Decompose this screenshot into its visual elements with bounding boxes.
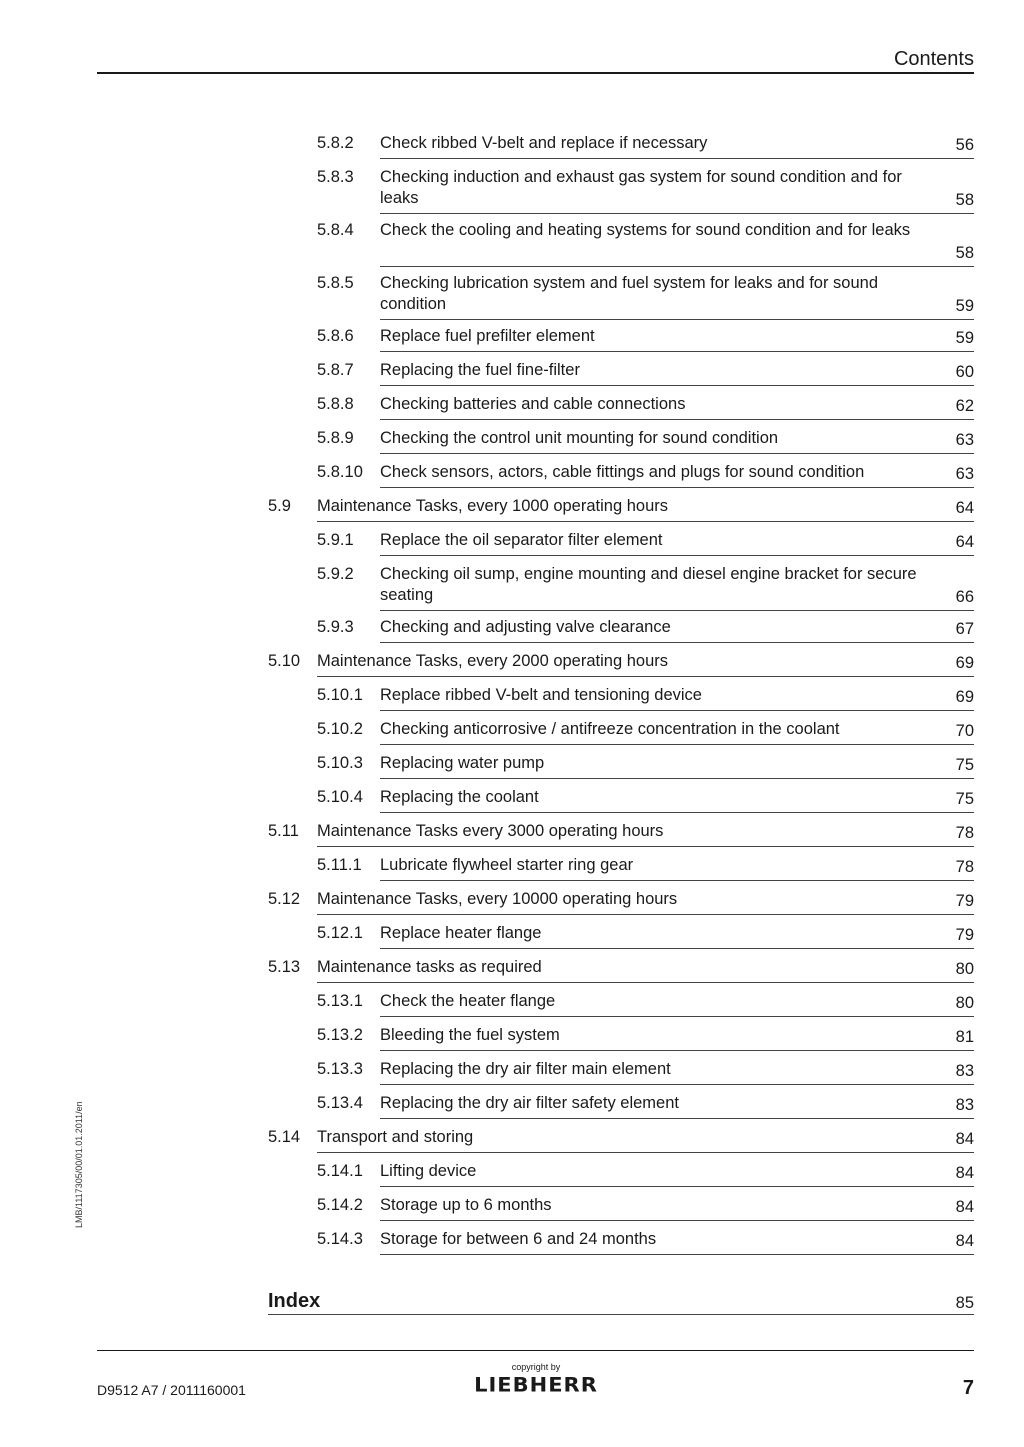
toc-entry-rule: [380, 419, 974, 420]
toc-entry-title: Check sensors, actors, cable fittings and plugs for sound condition: [380, 463, 865, 481]
footer-document-id: D9512 A7 / 2011160001: [97, 1382, 246, 1398]
toc-entry-page: 80: [955, 994, 974, 1012]
toc-entry-title: Replacing the dry air filter safety element: [380, 1094, 679, 1112]
toc-entry-page: 84: [955, 1130, 974, 1148]
toc-entry-rule: [317, 676, 974, 677]
footer-rule: [97, 1350, 974, 1351]
toc-entry-page: 84: [955, 1164, 974, 1182]
toc-entry-rule: [380, 948, 974, 949]
toc-entry-number: 5.12.1: [317, 924, 363, 942]
toc-entry-rule: [317, 1152, 974, 1153]
toc-entry-number: 5.13: [268, 958, 301, 976]
toc-entry-number: 5.11: [268, 822, 299, 840]
toc-entry-title: Maintenance tasks as required: [317, 958, 542, 976]
toc-entry-page: 78: [955, 858, 974, 876]
toc-entry-title: Replace the oil separator filter element: [380, 531, 663, 549]
toc-entry-page: 67: [955, 620, 974, 638]
toc-entry-title: Maintenance Tasks, every 10000 operating hours: [317, 890, 678, 908]
toc-entry-rule: [380, 1254, 974, 1255]
toc-entry-number: 5.14.2: [317, 1196, 363, 1214]
toc-entry-rule: [380, 1186, 974, 1187]
toc-entry-number: 5.8.8: [317, 395, 354, 413]
toc-entry-title: Replacing the fuel fine-filter: [380, 361, 580, 379]
toc-entry-page: 75: [955, 756, 974, 774]
toc-entry-title: Checking batteries and cable connections: [380, 395, 686, 413]
toc-entry-title: Replacing the dry air filter main element: [380, 1060, 671, 1078]
toc-entry-number: 5.14.3: [317, 1230, 363, 1248]
liebherr-logo: LIEBHERR: [474, 1373, 598, 1397]
toc-entry-page: 64: [955, 499, 974, 517]
toc-entry-page: 78: [955, 824, 974, 842]
toc-entry-title: Check the heater flange: [380, 992, 556, 1010]
toc-entry-rule: [317, 914, 974, 915]
toc-entry-title: Lifting device: [380, 1162, 477, 1180]
toc-entry-page: 83: [955, 1062, 974, 1080]
toc-entry-rule: [380, 642, 974, 643]
toc-entry-page: 60: [955, 363, 974, 381]
toc-entry-rule: [380, 778, 974, 779]
toc-entry-title: Check the cooling and heating systems for sound condition and for leaks: [380, 221, 911, 239]
toc-entry-rule: [380, 158, 974, 159]
toc-entry-number: 5.8.9: [317, 429, 354, 447]
toc-entry-number: 5.8.6: [317, 327, 354, 345]
toc-entry-title: Maintenance Tasks every 3000 operating hours: [317, 822, 664, 840]
toc-entry-number: 5.8.7: [317, 361, 354, 379]
toc-entry-number: 5.14.1: [317, 1162, 363, 1180]
toc-entry-title: Replacing water pump: [380, 754, 545, 772]
toc-entry-rule: [317, 846, 974, 847]
toc-entry-page: 59: [955, 329, 974, 347]
toc-entry-title: Maintenance Tasks, every 2000 operating hours: [317, 652, 668, 670]
toc-entry-title: Storage for between 6 and 24 months: [380, 1230, 657, 1248]
toc-entry-page: 63: [955, 465, 974, 483]
toc-entry-page: 85: [955, 1294, 974, 1312]
toc-entry-title: Replace fuel prefilter element: [380, 327, 595, 345]
toc-entry-number: 5.10.2: [317, 720, 363, 738]
toc-entry-page: 79: [955, 926, 974, 944]
toc-entry-rule: [380, 812, 974, 813]
toc-entry-rule: [380, 880, 974, 881]
toc-entry-number: 5.9: [268, 497, 291, 515]
toc-entry-title: Check ribbed V-belt and replace if necessary: [380, 134, 708, 152]
toc-entry-number: 5.10: [268, 652, 301, 670]
toc-entry-rule: [380, 1118, 974, 1119]
toc-entry-title: Replacing the coolant: [380, 788, 539, 806]
toc-entry-number: 5.10.4: [317, 788, 363, 806]
toc-entry-page: 75: [955, 790, 974, 808]
toc-entry-number: 5.9.1: [317, 531, 354, 549]
toc-entry-rule: [268, 1314, 974, 1315]
toc-entry-number: 5.8.5: [317, 274, 354, 292]
toc-entry-title: Index: [268, 1290, 321, 1312]
toc-entry-title: Maintenance Tasks, every 1000 operating hours: [317, 497, 668, 515]
toc-entry-number: 5.8.10: [317, 463, 363, 481]
toc-entry-page: 69: [955, 654, 974, 672]
toc-entry-rule: [380, 319, 974, 320]
toc-entry-rule: [380, 487, 974, 488]
toc-entry-page: 84: [955, 1232, 974, 1250]
toc-entry-number: 5.10.3: [317, 754, 363, 772]
toc-entry-rule: [380, 1084, 974, 1085]
toc-entry-page: 80: [955, 960, 974, 978]
toc-entry-rule: [317, 982, 974, 983]
toc-entry-number: 5.11.1: [317, 856, 362, 874]
toc-entry-title: Replace ribbed V-belt and tensioning device: [380, 686, 702, 704]
toc-entry-number: 5.8.3: [317, 168, 354, 186]
toc-entry-rule: [380, 453, 974, 454]
footer-copyright: copyright by: [511, 1362, 561, 1372]
toc-entry-title: Checking oil sump, engine mounting and diesel engine bracket for secure seating: [380, 565, 917, 604]
toc-entry-title: Checking the control unit mounting for sound condition: [380, 429, 779, 447]
toc-entry-rule: [380, 710, 974, 711]
toc-entry-number: 5.8.4: [317, 221, 354, 239]
toc-entry-number: 5.13.4: [317, 1094, 363, 1112]
toc-entry-page: 70: [955, 722, 974, 740]
toc-entry-title: Replace heater flange: [380, 924, 542, 942]
toc-entry-number: 5.13.2: [317, 1026, 363, 1044]
toc-entry-rule: [380, 1050, 974, 1051]
toc-entry-rule: [380, 266, 974, 267]
toc-entry-number: 5.9.2: [317, 565, 354, 583]
toc-entry-page: 66: [955, 588, 974, 606]
toc-entry-title: Checking induction and exhaust gas system for sound condition and for leaks: [380, 168, 902, 207]
toc-entry-rule: [380, 351, 974, 352]
toc-entry-rule: [380, 744, 974, 745]
toc-entry-number: 5.14: [268, 1128, 301, 1146]
toc-entry-rule: [380, 610, 974, 611]
toc-entry-rule: [380, 555, 974, 556]
toc-entry-title: Checking anticorrosive / antifreeze concentration in the coolant: [380, 720, 840, 738]
toc-entry-number: 5.13.1: [317, 992, 363, 1010]
toc-entry-rule: [380, 1016, 974, 1017]
toc-entry-page: 62: [955, 397, 974, 415]
header-title: Contents: [893, 48, 974, 70]
toc-entry-page: 64: [955, 533, 974, 551]
toc-entry-page: 79: [955, 892, 974, 910]
toc-entry-number: 5.12: [268, 890, 301, 908]
toc-entry-page: 59: [955, 297, 974, 315]
toc-entry-title: Bleeding the fuel system: [380, 1026, 560, 1044]
toc-entry-page: 69: [955, 688, 974, 706]
footer-page-number: 7: [962, 1377, 974, 1399]
toc-entry-number: 5.10.1: [317, 686, 363, 704]
toc-entry-title: Checking lubrication system and fuel system for leaks and for sound condition: [380, 274, 878, 313]
toc-entry-title: Checking and adjusting valve clearance: [380, 618, 671, 636]
toc-entry-page: 63: [955, 431, 974, 449]
toc-entry-title: Storage up to 6 months: [380, 1196, 552, 1214]
toc-entry-page: 58: [955, 244, 974, 262]
toc-entry-page: 84: [955, 1198, 974, 1216]
toc-entry-page: 83: [955, 1096, 974, 1114]
document-side-code: LMB/1117305/00/01.01.2011/en: [74, 1101, 84, 1228]
toc-entry-rule: [380, 1220, 974, 1221]
toc-entry-rule: [380, 385, 974, 386]
toc-entry-title: Transport and storing: [317, 1128, 474, 1146]
toc-entry-rule: [317, 521, 974, 522]
toc-entry-number: 5.13.3: [317, 1060, 363, 1078]
toc-entry-rule: [380, 213, 974, 214]
toc-entry-page: 56: [955, 136, 974, 154]
toc-entry-page: 58: [955, 191, 974, 209]
toc-entry-title: Lubricate flywheel starter ring gear: [380, 856, 634, 874]
toc-entry-number: 5.8.2: [317, 134, 354, 152]
toc-entry-number: 5.9.3: [317, 618, 354, 636]
toc-entry-page: 81: [955, 1028, 974, 1046]
